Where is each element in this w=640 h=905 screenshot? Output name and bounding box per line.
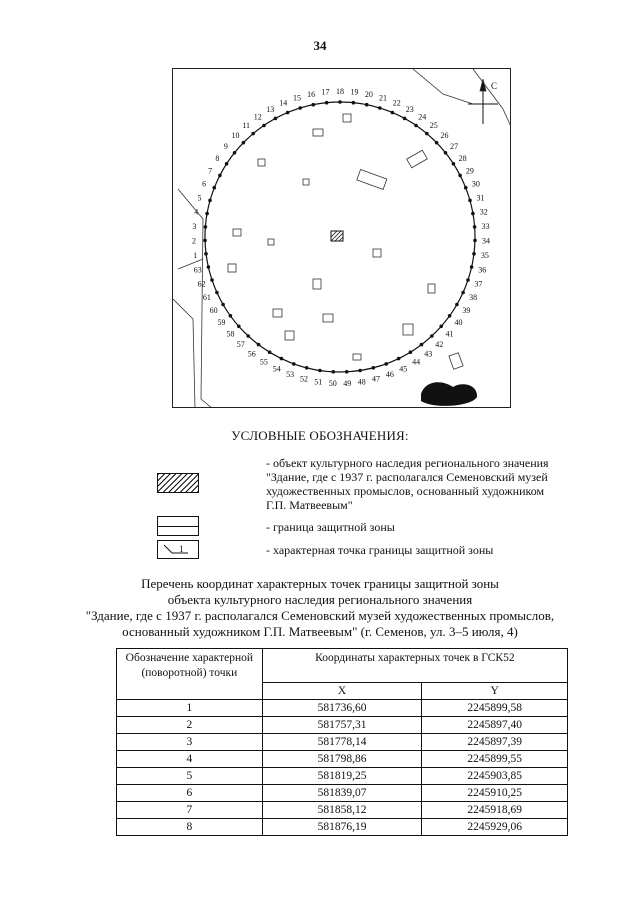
boundary-point: [251, 132, 255, 136]
boundary-point: [378, 106, 382, 110]
building: [323, 314, 333, 322]
table-row: [117, 717, 568, 734]
boundary-point: [430, 334, 434, 338]
table-cell-point: 4: [117, 751, 263, 768]
boundary-point: [210, 278, 214, 282]
boundary-point-label: 9: [223, 142, 228, 151]
boundary-point-label: 26: [440, 131, 449, 141]
table-cell-y: 2245918,69: [422, 802, 568, 819]
boundary-point: [204, 252, 208, 256]
building: [449, 353, 463, 370]
table-cell-x: 581876,19: [262, 819, 422, 836]
point-label: 1: [179, 544, 184, 554]
page-number: 34: [313, 38, 327, 53]
street-line: [173, 299, 195, 408]
table-cell-y: 2245899,55: [422, 751, 568, 768]
table-cell-y: 2245899,58: [422, 700, 568, 717]
boundary-point: [208, 199, 212, 203]
boundary-point-label: 16: [307, 89, 316, 99]
legend-text: - граница защитной зоны: [266, 520, 395, 534]
boundary-point: [384, 362, 388, 366]
coordinates-table: [116, 648, 568, 836]
table-row: [117, 700, 568, 717]
boundary-point-label: 47: [372, 374, 380, 384]
boundary-point: [242, 141, 246, 145]
boundary-point: [221, 303, 225, 307]
boundary-point-label: 7: [208, 166, 213, 176]
building: [258, 159, 265, 166]
compass-label: С: [491, 81, 498, 91]
table-row: [117, 785, 568, 802]
boundary-line-icon: [157, 516, 199, 536]
boundary-point: [246, 334, 250, 338]
boundary-point: [458, 174, 462, 178]
boundary-point-label: 4: [194, 207, 199, 217]
boundary-point: [439, 325, 443, 329]
boundary-point: [464, 186, 468, 190]
building: [407, 150, 428, 168]
boundary-point-label: 35: [480, 251, 489, 261]
boundary-point-label: 23: [405, 104, 414, 114]
boundary-point: [455, 303, 459, 307]
boundary-point-label: 57: [236, 340, 245, 349]
boundary-point: [233, 151, 237, 155]
coordinates-list-title: [0, 576, 640, 640]
table-cell-x: 581736,60: [262, 700, 422, 717]
boundary-point-label: 63: [193, 265, 202, 275]
boundary-point: [372, 366, 376, 370]
boundary-point: [365, 103, 369, 107]
boundary-point: [338, 100, 342, 104]
boundary-point: [444, 151, 448, 155]
boundary-point: [215, 291, 219, 295]
boundary-point-label: 3: [192, 222, 197, 232]
boundary-point-label: 48: [357, 377, 366, 387]
boundary-point-label: 27: [450, 142, 459, 151]
boundary-point: [204, 225, 208, 229]
title-line: основанный художником Г.П. Матвеевым" (г. Семенов, ул. 3–5 июля, 4): [122, 624, 518, 639]
boundary-point: [257, 343, 261, 347]
boundary-point: [207, 265, 211, 269]
boundary-point-label: 11: [242, 121, 251, 131]
boundary-point-label: 55: [259, 357, 268, 367]
table-cell-point: 3: [117, 734, 263, 751]
boundary-point-label: 44: [412, 357, 421, 367]
boundary-point-label: 17: [321, 87, 330, 97]
boundary-point-label: 15: [293, 93, 301, 103]
building: [353, 354, 361, 360]
boundary-point-label: 53: [286, 370, 295, 380]
boundary-point-label: 41: [445, 329, 454, 339]
boundary-point-label: 20: [364, 89, 373, 99]
boundary-point-label: 40: [454, 318, 463, 328]
table-row: [117, 802, 568, 819]
boundary-point-label: 51: [314, 377, 323, 387]
boundary-point-label: 34: [482, 236, 490, 246]
boundary-point-label: 59: [217, 318, 226, 328]
legend-text: - характерная точка границы защитной зоны: [266, 543, 494, 557]
table-cell-point: 5: [117, 768, 263, 785]
boundary-point-label: 39: [462, 306, 471, 315]
boundary-point-label: 58: [226, 329, 235, 339]
boundary-point-icon: [157, 540, 199, 559]
boundary-point: [332, 370, 336, 374]
boundary-point: [318, 369, 322, 373]
boundary-point-label: 49: [343, 378, 352, 388]
boundary-point: [292, 362, 296, 366]
title-line: объекта культурного наследия регионального значения: [167, 592, 473, 607]
boundary-point: [452, 162, 456, 166]
boundary-point-label: 21: [379, 93, 387, 103]
boundary-point: [466, 278, 470, 282]
boundary-point: [213, 186, 217, 190]
boundary-point-label: 50: [328, 378, 337, 388]
col-header-x: X: [262, 683, 422, 700]
building: [403, 324, 413, 335]
title-line: Перечень координат характерных точек границы защитной зоны: [141, 576, 499, 591]
table-cell-x: 581778,14: [262, 734, 422, 751]
boundary-point-label: 2: [192, 236, 196, 246]
boundary-point: [268, 350, 272, 354]
boundary-point-label: 30: [471, 179, 480, 189]
legend-title: УСЛОВНЫЕ ОБОЗНАЧЕНИЯ:: [231, 428, 409, 443]
boundary-point: [472, 252, 476, 256]
boundary-point-label: 12: [253, 112, 262, 122]
boundary-point: [262, 124, 266, 128]
col-header-coordinates: Координаты характерных точек в ГСК52: [262, 649, 567, 683]
site-plan-map: [172, 68, 511, 408]
boundary-point: [435, 141, 439, 145]
building: [273, 309, 282, 317]
boundary-point: [473, 225, 477, 229]
legend-text: - объект культурного наследия регионального значения "Здание, где с 1937 г. располагался Семеновский музей художественных промыслов, основанный художником Г.П. Матвеевым": [266, 456, 549, 512]
boundary-point-label: 33: [481, 222, 490, 232]
boundary-point: [468, 199, 472, 203]
boundary-point: [274, 117, 278, 121]
boundary-point-label: 61: [202, 293, 211, 302]
building: [228, 264, 236, 272]
heritage-building: [331, 231, 343, 241]
boundary-point: [425, 132, 429, 136]
boundary-point: [345, 370, 349, 374]
building: [285, 331, 294, 340]
building: [233, 229, 241, 236]
boundary-point-label: 8: [215, 153, 220, 163]
street-line: [413, 69, 473, 104]
boundary-point-label: 28: [458, 153, 467, 163]
table-row: [117, 751, 568, 768]
boundary-point: [470, 265, 474, 269]
table-row: [117, 819, 568, 836]
building: [313, 279, 321, 289]
boundary-point-label: 24: [418, 112, 427, 122]
building: [357, 170, 387, 190]
table-cell-x: 581839,07: [262, 785, 422, 802]
table-cell-point: 6: [117, 785, 263, 802]
boundary-point-label: 56: [247, 349, 256, 359]
building: [343, 114, 351, 122]
boundary-point: [403, 117, 407, 121]
title-line: "Здание, где с 1937 г. располагался Семеновский музей художественных промыслов,: [85, 608, 555, 623]
table-cell-y: 2245910,25: [422, 785, 568, 802]
table-cell-y: 2245929,06: [422, 819, 568, 836]
boundary-point: [286, 111, 290, 115]
table-cell-x: 581858,12: [262, 802, 422, 819]
boundary-point: [203, 239, 207, 243]
boundary-point: [305, 366, 309, 370]
building: [303, 179, 309, 185]
boundary-point: [473, 239, 477, 243]
boundary-point-label: 10: [231, 131, 240, 141]
table-row: [117, 768, 568, 785]
boundary-point: [420, 343, 424, 347]
boundary-point: [358, 369, 362, 373]
boundary-point-label: 29: [465, 166, 474, 176]
boundary-point-label: 13: [266, 104, 275, 114]
boundary-point-label: 43: [424, 349, 433, 359]
boundary-point-label: 45: [399, 364, 408, 374]
boundary-point-label: 36: [478, 265, 487, 275]
boundary-point: [298, 106, 302, 110]
boundary-point-label: 46: [385, 370, 394, 380]
boundary-point-label: 62: [197, 279, 206, 289]
boundary-point: [229, 314, 233, 318]
table-cell-point: 8: [117, 819, 263, 836]
boundary-point: [461, 291, 465, 295]
boundary-point: [237, 325, 241, 329]
boundary-point-label: 25: [429, 121, 438, 131]
table-cell-x: 581798,86: [262, 751, 422, 768]
building: [373, 249, 381, 257]
boundary-point-label: 52: [300, 374, 308, 384]
tree-cluster: [421, 382, 477, 406]
boundary-point: [409, 350, 413, 354]
col-header-y: Y: [422, 683, 568, 700]
boundary-point-label: 32: [479, 207, 488, 217]
table-row: [117, 734, 568, 751]
boundary-point: [471, 212, 475, 216]
boundary-point: [280, 357, 284, 361]
boundary-point-label: 6: [202, 179, 207, 189]
boundary-point-label: 5: [197, 193, 202, 203]
boundary-point-label: 31: [476, 193, 485, 203]
table-cell-point: 1: [117, 700, 263, 717]
table-cell-y: 2245903,85: [422, 768, 568, 785]
boundary-point: [205, 212, 209, 216]
boundary-point-label: 19: [350, 87, 359, 97]
hatched-square-icon: [157, 473, 199, 493]
boundary-point: [397, 357, 401, 361]
table-cell-x: 581819,25: [262, 768, 422, 785]
boundary-point-label: 60: [209, 306, 218, 315]
table-cell-point: 2: [117, 717, 263, 734]
table-cell-y: 2245897,39: [422, 734, 568, 751]
table-cell-point: 7: [117, 802, 263, 819]
boundary-point-label: 14: [279, 98, 288, 108]
boundary-point: [414, 124, 418, 128]
street-line: [473, 69, 511, 129]
boundary-point: [448, 314, 452, 318]
boundary-point: [391, 111, 395, 115]
boundary-point-label: 54: [272, 364, 281, 374]
boundary-point: [312, 103, 316, 107]
boundary-point-label: 18: [336, 87, 344, 96]
boundary-point-label: 1: [193, 251, 198, 261]
table-cell-x: 581757,31: [262, 717, 422, 734]
boundary-point-label: 38: [469, 293, 478, 302]
boundary-point-label: 37: [474, 279, 483, 289]
building: [428, 284, 435, 293]
boundary-point: [325, 101, 329, 105]
table-cell-y: 2245897,40: [422, 717, 568, 734]
building: [313, 129, 323, 136]
col-header-point: Обозначение характерной (поворотной) точки: [117, 649, 263, 700]
boundary-point: [218, 174, 222, 178]
boundary-point-label: 22: [392, 98, 401, 108]
building: [268, 239, 274, 245]
boundary-point: [352, 101, 356, 105]
boundary-point-label: 42: [435, 340, 444, 349]
boundary-point: [225, 162, 229, 166]
